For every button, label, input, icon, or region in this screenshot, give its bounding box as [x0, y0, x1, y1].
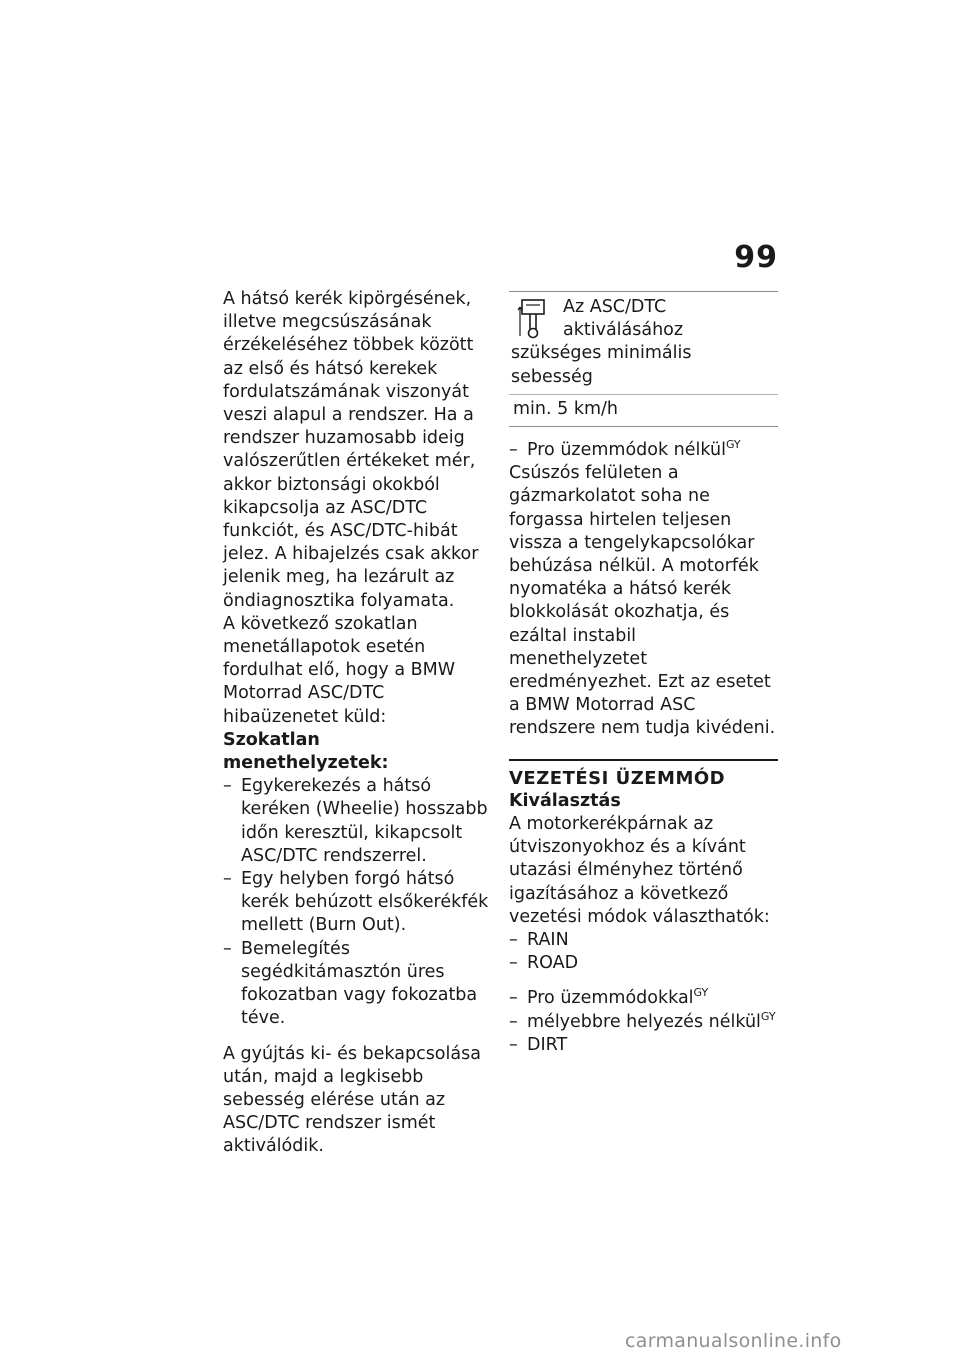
notice-text: Az ASC/DTC aktiválásához szükséges minimális sebesség	[511, 297, 692, 387]
list-item: – Egykerekezés a hátsó keréken (Wheelie) hosszabb időn keresztül, kikapcsolt ASC/DTC rendszerrel.	[223, 775, 489, 868]
notice-value: min. 5 km/h	[509, 394, 778, 426]
pro-mode-note	[509, 439, 778, 462]
unusual-situations-list	[223, 775, 489, 1030]
unusual-situations-heading: Szokatlan menethelyzetek:	[223, 729, 389, 774]
list-item: – DIRT	[509, 1034, 778, 1057]
section-divider	[509, 759, 778, 761]
list-item: – mélyebbre helyezés nélkül$^{GY}$	[509, 1011, 778, 1034]
subheading: Kiválasztás	[509, 790, 621, 811]
notice-header	[509, 292, 778, 394]
riding-modes-list	[509, 929, 778, 975]
notice-box	[509, 291, 778, 427]
page-number: 99	[734, 240, 778, 275]
list-item: – Egy helyben forgó hátsó kerék behúzott elsőkerékfék mellett (Burn Out).	[223, 868, 489, 938]
list-item: – Pro üzemmódokkal$^{GY}$	[509, 987, 778, 1010]
intro-paragraph: A hátsó kerék kipörgésének, illetve megcsúszásának érzékeléséhez többek között az első és hátsó kerekek fordulatszámának viszonyát veszi alapul a rendszer. Ha a rendszer huzamosabb ideig valószerűtlen értékeket mér, akkor biztonsági okokból kikapcsolja az ASC/DTC funkciót, és ASC/DTC-hibát jelez. A hibajelzés csak akkor jelenik meg, ha lezárult az öndiagnosztika folyamata.	[223, 289, 479, 611]
watermark: carmanualsonline.info	[625, 1330, 842, 1352]
list-item: – ROAD	[509, 952, 778, 975]
selection-paragraph: A motorkerékpárnak az útviszonyokhoz és a kívánt utazási élményhez történő igazításához a következő vezetési módok választhatók:	[509, 814, 770, 927]
list-item: – Pro üzemmódok nélkül$^{GY}$	[509, 439, 778, 462]
list-item: – RAIN	[509, 929, 778, 952]
warning-paragraph: Csúszós felületen a gázmarkolatot soha ne forgassa hirtelen teljesen vissza a tengelykapcsolókar behúzása nélkül. A motorfék nyomatéka a hátsó kerék blokkolását okozhatja, és ezáltal instabil menethelyzetet eredményezhet. Ezt az esetet a BMW Motorrad ASC rendszere nem tudja kivédeni.	[509, 463, 776, 739]
left-column	[223, 288, 489, 1159]
intro-paragraph-2: A következő szokatlan menetállapotok esetén fordulhat elő, hogy a BMW Motorrad ASC/DTC hibaüzenetet küld:	[223, 613, 456, 727]
section-title: VEZETÉSI ÜZEMMÓD	[509, 767, 726, 789]
pro-modes-list	[509, 987, 778, 1057]
reactivation-paragraph: A gyújtás ki- és bekapcsolása után, majd a legkisebb sebesség elérése után az ASC/DTC rendszer ismét aktiválódik.	[223, 1043, 481, 1157]
right-column	[509, 288, 778, 1057]
engine-speed-icon	[517, 298, 549, 340]
list-item: – Bemelegítés segédkitámasztón üres fokozatban vagy fokozatba téve.	[223, 938, 489, 1031]
